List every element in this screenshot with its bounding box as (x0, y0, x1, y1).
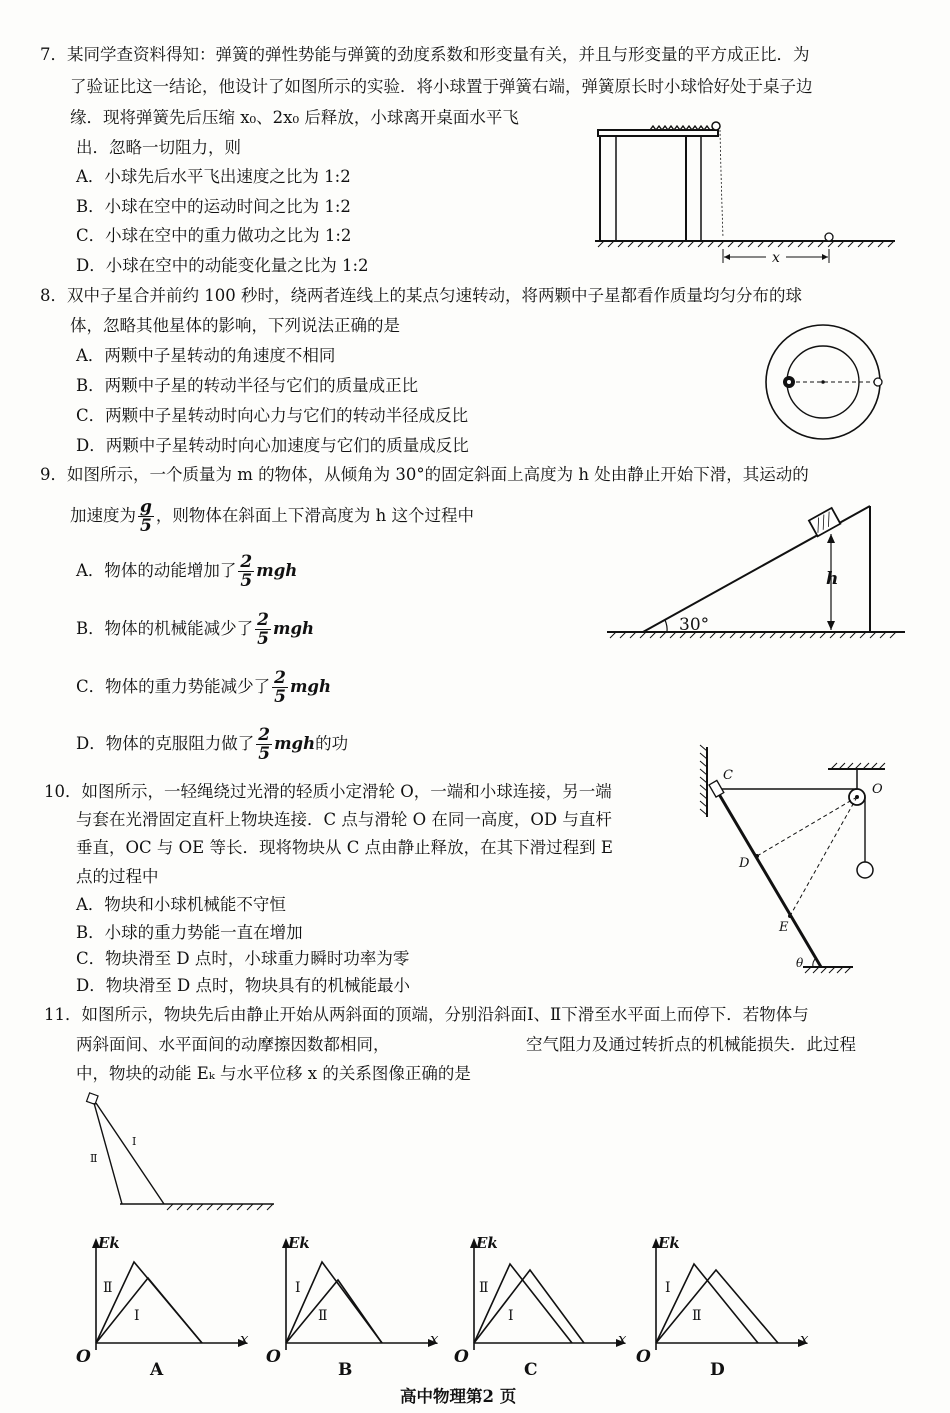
q11-graph-b-letter: B (338, 1360, 353, 1380)
q9-option-c-den: 5 (274, 687, 286, 707)
q11-graph-b-lower-label: Ⅱ (318, 1308, 328, 1324)
q9-option-d (76, 722, 348, 766)
q10-figure-pulley (695, 745, 895, 980)
q9-option-c-mgh: mgh (289, 677, 331, 696)
q9-fig-angle: 30° (679, 615, 710, 635)
q11-graph-c-upper-label: Ⅱ (479, 1280, 489, 1296)
q9-accel-suffix: ，则物体在斜面上下滑高度为 h 这个过程中 (155, 506, 475, 525)
q9-option-d-mgh: mgh (274, 734, 316, 753)
q9-accel-prefix: 加速度为 (70, 506, 136, 525)
q9-option-a-den: 5 (240, 571, 253, 591)
q10-fig-label-e: E (779, 920, 789, 935)
q8-figure-binary-orbit (760, 322, 900, 447)
q7-stem-line1: 7．某同学查资料得知：弹簧的弹性势能与弹簧的劲度系数和形变量有关，并且与形变量的平方成正比．为 (40, 45, 810, 64)
q10-option-d: D．物块滑至 D 点时，物块具有的机械能最小 (76, 976, 410, 995)
q10-option-c: C．物块滑至 D 点时，小球重力瞬时功率为零 (76, 949, 410, 968)
q7-option-c: C．小球在空中的重力做功之比为 1:2 (76, 226, 352, 245)
q11-stem-line2a: 两斜面间、水平面间的动摩擦因数都相同， (76, 1035, 390, 1054)
q11-graph-d-axis-x: x (800, 1330, 809, 1348)
q10-fig-label-c: C (723, 768, 733, 783)
q11-graph-d-upper-label: Ⅰ (665, 1280, 671, 1296)
q9-accel-fraction (138, 498, 154, 535)
q11-graph-c (450, 1232, 635, 1382)
q7-stem-line2: 了验证比这一结论，他设计了如图所示的实验．将小球置于弹簧右端，弹簧原长时小球恰好处于桌子边 (70, 77, 813, 96)
q9-option-c-fraction (272, 669, 288, 706)
q9-option-c-num: 2 (274, 668, 286, 688)
q11-graph-b-axis-x: x (430, 1330, 439, 1348)
q10-stem-line1: 10．如图所示，一轻绳绕过光滑的轻质小定滑轮 O，一端和小球连接，另一端 (44, 782, 612, 801)
q11-graph-a-axis-y: Ek (98, 1234, 120, 1252)
q11-stem-line1: 11．如图所示，物块先后由静止开始从两斜面的顶端，分别沿斜面Ⅰ、Ⅱ下滑至水平面上而停下．若物体与 (44, 1005, 809, 1024)
q9-option-b-num: 2 (257, 610, 269, 630)
q9-fig-h: h (826, 569, 839, 589)
q9-option-a-mgh: mgh (256, 561, 298, 580)
q9-stem-line2 (70, 494, 474, 538)
q11-graph-c-lower-label: Ⅰ (508, 1308, 514, 1324)
q11-graph-a-origin: O (76, 1347, 91, 1367)
q9-option-a-text: A．物体的动能增加了 (76, 561, 237, 580)
q10-fig-label-theta: θ (796, 956, 804, 970)
q11-graph-c-axis-y: Ek (476, 1234, 498, 1252)
q11-graph-d-origin: O (636, 1347, 651, 1367)
q9-option-d-den: 5 (258, 744, 271, 764)
q9-option-c (76, 665, 331, 709)
q7-option-b: B．小球在空中的运动时间之比为 1:2 (76, 197, 351, 216)
page-footer: 高中物理第2 页 (400, 1387, 517, 1406)
q11-graph-c-axis-x: x (618, 1330, 627, 1348)
q9-stem-line1: 9．如图所示，一个质量为 m 的物体，从倾角为 30°的固定斜面上高度为 h 处由静止开始下滑，其运动的 (40, 465, 809, 484)
q11-graph-b-upper-label: Ⅰ (295, 1280, 301, 1296)
q9-option-a-fraction (238, 553, 254, 590)
q9-option-b-text: B．物体的机械能减少了 (76, 619, 254, 638)
q10-option-b: B．小球的重力势能一直在增加 (76, 923, 303, 942)
q7-stem-line3: 缘．现将弹簧先后压缩 x₀、2x₀ 后释放，小球离开桌面水平飞 (70, 108, 519, 127)
q9-accel-num: g (140, 497, 152, 517)
q11-graph-b-axis-y: Ek (288, 1234, 310, 1252)
q9-option-d-text: D．物体的克服阻力做了 (76, 734, 255, 753)
q11-graph-d-letter: D (710, 1360, 725, 1380)
q7-option-d: D．小球在空中的动能变化量之比为 1:2 (76, 256, 369, 275)
q9-option-b (76, 607, 314, 651)
q10-stem-line4: 点的过程中 (76, 867, 159, 886)
q7-figure-spring-table (590, 118, 900, 268)
q11-graph-c-origin: O (454, 1347, 469, 1367)
q9-option-d-fraction (256, 726, 272, 763)
q11-graph-d (632, 1232, 817, 1382)
q11-graph-a-axis-x: x (240, 1330, 249, 1348)
q9-accel-den: 5 (140, 516, 152, 536)
q11-graph-a-letter: A (150, 1360, 164, 1380)
q8-stem-line2: 体，忽略其他星体的影响，下列说法正确的是 (70, 316, 400, 335)
q11-stem-line2b: 空气阻力及通过转折点的机械能损失．此过程 (526, 1035, 856, 1054)
q9-option-d-num: 2 (258, 725, 271, 745)
q11-fig-slope-label-2: Ⅱ (90, 1152, 98, 1165)
q9-option-d-suffix: 的功 (315, 734, 349, 753)
q10-stem-line3: 垂直，OC 与 OE 等长．现将物块从 C 点由静止释放，在其下滑过程到 E (76, 838, 613, 857)
q9-option-b-den: 5 (257, 629, 269, 649)
q9-option-c-text: C．物体的重力势能减少了 (76, 677, 271, 696)
q11-stem-line3: 中，物块的动能 Eₖ 与水平位移 x 的关系图像正确的是 (76, 1064, 471, 1083)
q11-fig-slope-label-1: Ⅰ (132, 1135, 137, 1148)
q8-option-d: D．两颗中子星转动时向心加速度与它们的质量成反比 (76, 436, 469, 455)
q7-stem-line4: 出．忽略一切阻力，则 (76, 138, 241, 157)
q11-graph-b-origin: O (266, 1347, 281, 1367)
q11-graph-a-lower-label: Ⅰ (134, 1308, 140, 1324)
q8-stem-line1: 8．双中子星合并前约 100 秒时，绕两者连线上的某点匀速转动，将两颗中子星都看作质量均匀分布的球 (40, 286, 802, 305)
q11-graph-b (262, 1232, 447, 1382)
q8-option-c: C．两颗中子星转动时向心力与它们的转动半径成反比 (76, 406, 469, 425)
q9-option-b-fraction (255, 611, 271, 648)
q11-graph-a-upper-label: Ⅱ (103, 1280, 113, 1296)
q11-graph-d-lower-label: Ⅱ (692, 1308, 702, 1324)
q11-graph-d-axis-y: Ek (658, 1234, 680, 1252)
q10-option-a: A．物块和小球机械能不守恒 (76, 895, 286, 914)
q10-fig-label-o: O (872, 782, 883, 797)
q11-figure-slopes (82, 1090, 282, 1210)
q11-graph-a (72, 1232, 257, 1382)
q8-option-b: B．两颗中子星的转动半径与它们的质量成正比 (76, 376, 419, 395)
q10-stem-line2: 与套在光滑固定直杆上物块连接．C 点与滑轮 O 在同一高度，OD 与直杆 (76, 810, 612, 829)
q10-fig-label-d: D (739, 856, 750, 871)
q9-option-a-num: 2 (240, 552, 253, 572)
q7-fig-x-label: x (772, 250, 780, 266)
q8-option-a: A．两颗中子星转动的角速度不相同 (76, 346, 336, 365)
q9-option-b-mgh: mgh (272, 619, 314, 638)
q9-option-a (76, 549, 297, 593)
q7-option-a: A．小球先后水平飞出速度之比为 1:2 (76, 167, 351, 186)
q11-graph-c-letter: C (524, 1360, 538, 1380)
q9-figure-incline (605, 492, 910, 642)
